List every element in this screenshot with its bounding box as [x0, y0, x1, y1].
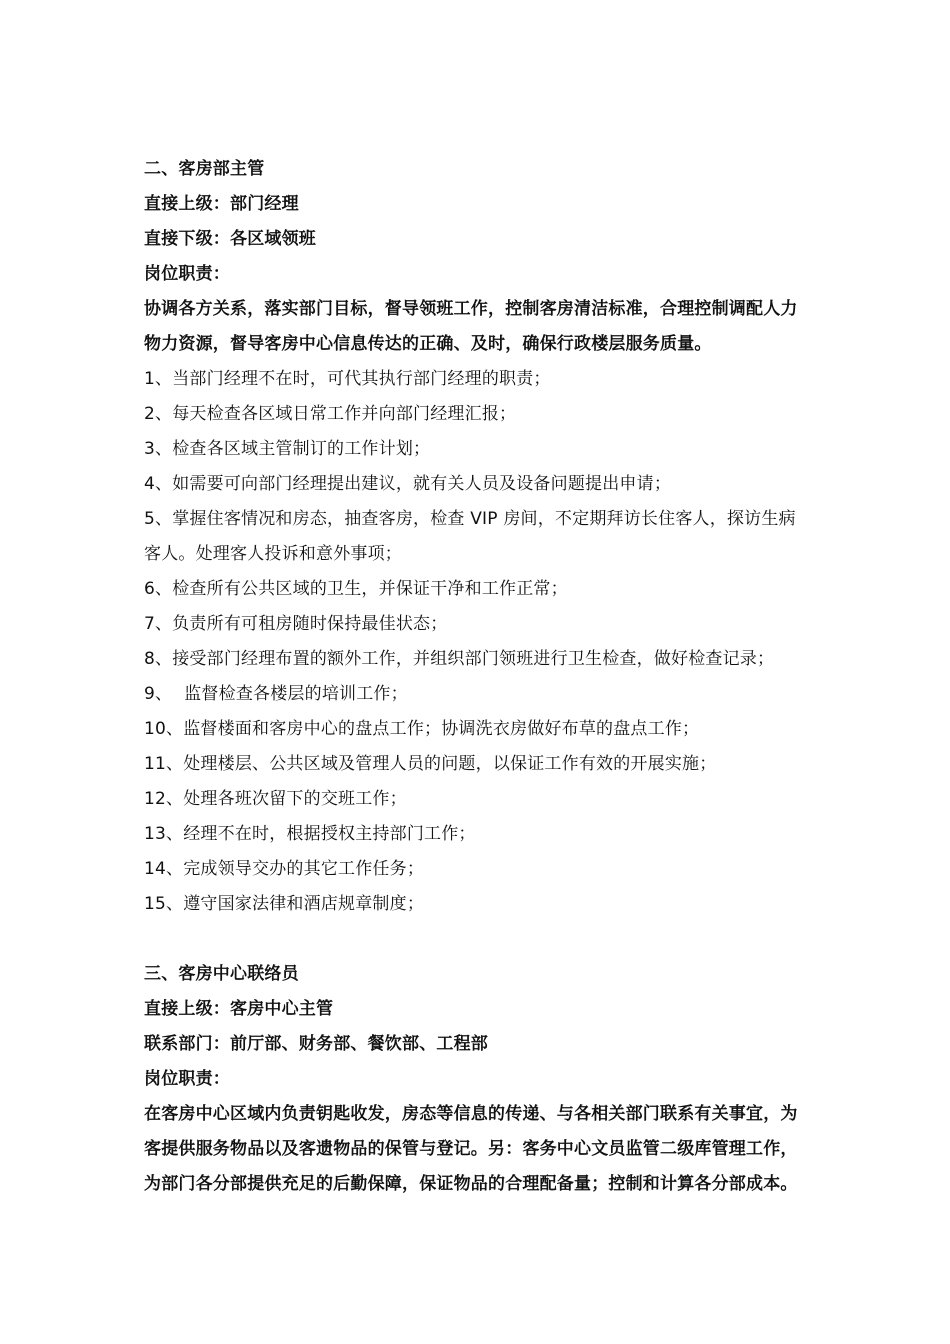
- duty-item-number: 9、: [144, 684, 173, 704]
- duty-item-text: 监督检查各楼层的培训工作；: [184, 684, 408, 704]
- duty-item: 5、掌握住客情况和房态，抽查客房，检查 VIP 房间，不定期拜访长住客人，探访生病: [144, 509, 796, 529]
- duty-item: 11、处理楼层、公共区域及管理人员的问题，以保证工作有效的开展实施；: [144, 754, 717, 774]
- duty-item: 3、检查各区域主管制订的工作计划；: [144, 439, 431, 459]
- duty-item-continuation: 客人。处理客人投诉和意外事项；: [144, 544, 402, 564]
- duty-item: 13、经理不在时，根据授权主持部门工作；: [144, 824, 476, 844]
- duty-item: 15、遵守国家法律和酒店规章制度；: [144, 894, 425, 914]
- section-3-summary-line: 客提供服务物品以及客遗物品的保管与登记。另：客务中心文员监管二级库管理工作，: [144, 1139, 798, 1159]
- section-2-subordinate: 直接下级：各区域领班: [144, 229, 316, 249]
- section-3-summary-line: 为部门各分部提供充足的后勤保障，保证物品的合理配备量；控制和计算各分部成本。: [144, 1174, 798, 1194]
- duty-item: 7、负责所有可租房随时保持最佳状态；: [144, 614, 448, 634]
- section-3-title: 三、客房中心联络员: [144, 964, 299, 984]
- duty-item: 8、接受部门经理布置的额外工作，并组织部门领班进行卫生检查，做好检查记录；: [144, 649, 775, 669]
- section-2-summary-line: 物力资源，督导客房中心信息传达的正确、及时，确保行政楼层服务质量。: [144, 334, 712, 354]
- duty-item: 12、处理各班次留下的交班工作；: [144, 789, 407, 809]
- document-content: [144, 152, 814, 1202]
- section-3-superior: 直接上级：客房中心主管: [144, 999, 334, 1019]
- section-2-title: 二、客房部主管: [144, 159, 265, 179]
- section-3-duties-label: 岗位职责：: [144, 1069, 230, 1089]
- duty-item: 14、完成领导交办的其它工作任务；: [144, 859, 425, 879]
- section-2-summary-line: 协调各方关系，落实部门目标，督导领班工作，控制客房清洁标准，合理控制调配人力: [144, 299, 798, 319]
- duty-item: 2、每天检查各区域日常工作并向部门经理汇报；: [144, 404, 517, 424]
- section-2-duties-label: 岗位职责：: [144, 264, 230, 284]
- duty-item: 6、检查所有公共区域的卫生，并保证干净和工作正常；: [144, 579, 568, 599]
- duty-item: 1、当部门经理不在时，可代其执行部门经理的职责；: [144, 369, 551, 389]
- duty-item: [144, 677, 814, 712]
- section-2-superior: 直接上级：部门经理: [144, 194, 299, 214]
- duty-item: 4、如需要可向部门经理提出建议，就有关人员及设备问题提出申请；: [144, 474, 672, 494]
- section-spacer: [144, 922, 814, 957]
- section-3-summary-line: 在客房中心区域内负责钥匙收发，房态等信息的传递、与各相关部门联系有关事宜，为: [144, 1104, 798, 1124]
- duty-item: 10、监督楼面和客房中心的盘点工作；协调洗衣房做好布草的盘点工作；: [144, 719, 700, 739]
- section-3-liaison: 联系部门：前厅部、财务部、餐饮部、工程部: [144, 1034, 488, 1054]
